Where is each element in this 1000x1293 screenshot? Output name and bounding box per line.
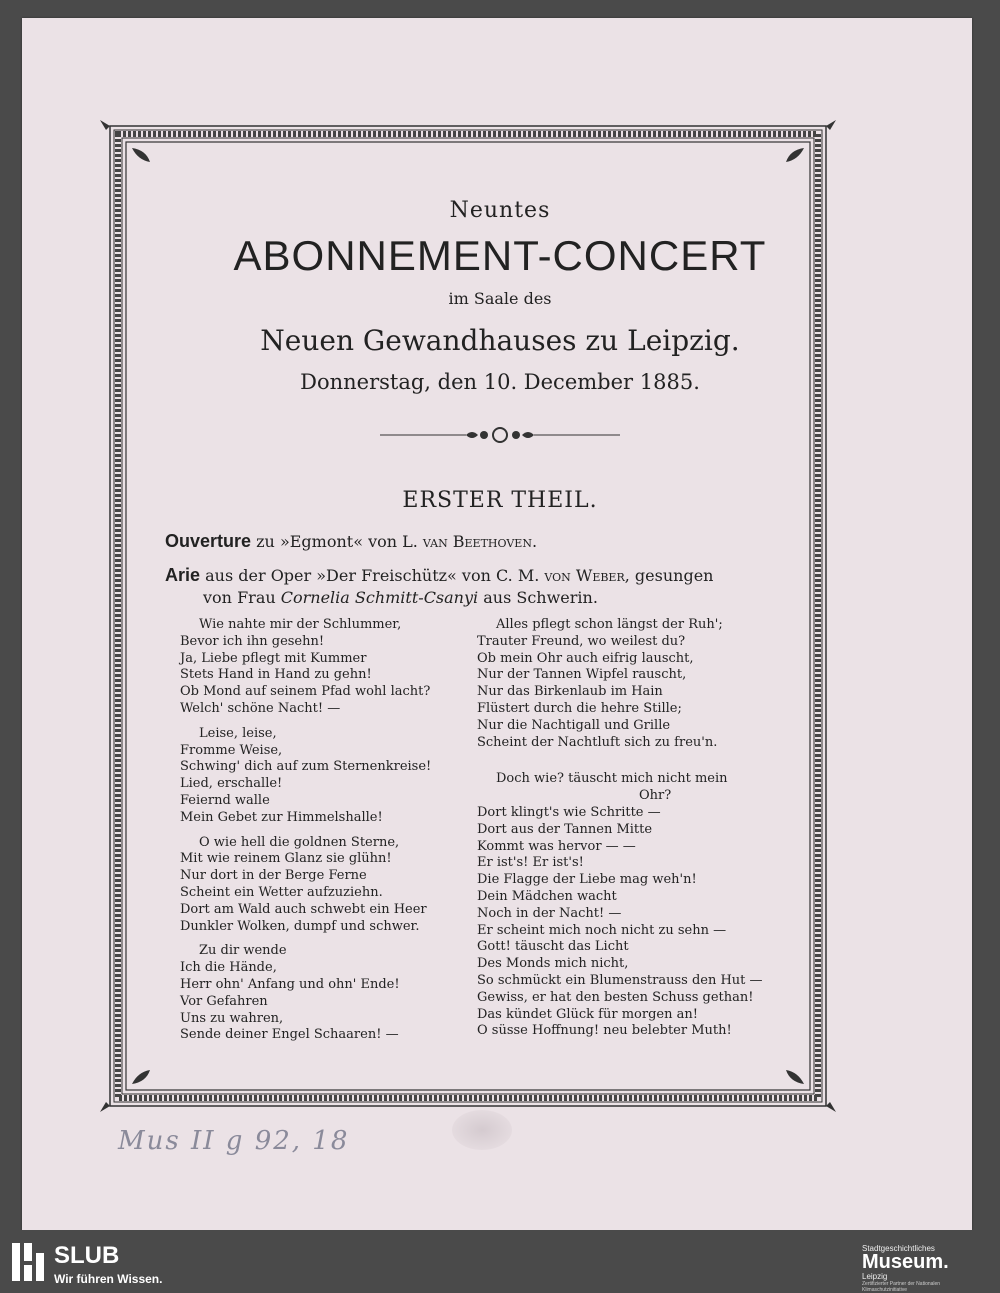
poem-line: Vor Gefahren [180, 993, 268, 1009]
poem-line: Dein Mädchen wacht [477, 888, 617, 904]
poem-line: Ich die Hände, [180, 960, 277, 976]
poem-line: Er scheint mich noch nicht zu sehn — [477, 922, 727, 938]
poem-line: Fromme Weise, [180, 742, 283, 758]
embossed-stamp [452, 1110, 512, 1150]
poem-line: Scheint der Nachtluft sich zu freu'n. [477, 734, 718, 750]
poem-line: O wie hell die goldnen Sterne, [199, 834, 400, 850]
poem-left-column [180, 617, 431, 1044]
poem-line: Welch' schöne Nacht! — [180, 700, 341, 716]
poem-line: Lied, erschalle! [180, 776, 283, 792]
poem-line: Leise, leise, [199, 725, 277, 741]
poem-line: Sende deiner Engel Schaaren! — [180, 1027, 399, 1043]
museum-city: Leipzig [862, 1272, 888, 1281]
poem-line: Flüstert durch die hehre Stille; [477, 700, 682, 716]
poem-line: Die Flagge der Liebe mag weh'n! [477, 872, 697, 888]
poem-right-column [477, 617, 763, 1040]
poem-line: Er ist's! Er ist's! [477, 855, 584, 871]
slub-tagline: Wir führen Wissen. [54, 1272, 163, 1286]
ornament-divider-icon [380, 424, 620, 446]
poem-line: So schmückt ein Blumenstrauss den Hut — [477, 972, 763, 988]
poem-line: Wie nahte mir der Schlummer, [199, 617, 402, 632]
museum-certificate: Zertifizierter Partner der Nationalen Klimaschutzinitiative [862, 1281, 941, 1293]
poem-line: Ohr? [639, 788, 672, 804]
venue-prefix: im Saale des [448, 289, 552, 308]
poem-line: Dort am Wald auch schwebt ein Heer [180, 901, 427, 917]
poem-line: Ob mein Ohr auch eifrig lauscht, [477, 650, 694, 666]
poem-line: Zu dir wende [199, 943, 287, 959]
poem-line: Mein Gebet zur Himmelshalle! [180, 809, 383, 825]
concert-date: Donnerstag, den 10. December 1885. [300, 370, 700, 394]
venue-name: Neuen Gewandhauses zu Leipzig. [260, 324, 740, 357]
poem-line: Noch in der Nacht! — [477, 905, 622, 921]
poem-line: Herr ohn' Anfang und ohn' Ende! [180, 976, 400, 992]
poem-line: Feiernd walle [180, 792, 270, 808]
slub-logo-icon [12, 1243, 46, 1281]
museum-subtitle: Stadtgeschichtliches [862, 1244, 935, 1253]
poem-line: Nur die Nachtigall und Grille [477, 717, 671, 733]
poem-line: Das kündet Glück für morgen an! [477, 1006, 698, 1022]
poem-line: Ob Mond auf seinem Pfad wohl lacht? [180, 684, 431, 700]
program-item-ouverture: Ouverture zu »Egmont« von L. van Beethoven. [165, 531, 538, 551]
poem-line: Stets Hand in Hand zu gehn! [180, 667, 372, 683]
poem-line: Gewiss, er hat den besten Schuss gethan! [477, 989, 754, 1005]
poem-line: Dort klingt's wie Schritte — [477, 804, 661, 820]
section-title: ERSTER THEIL. [402, 488, 598, 513]
poem-line: Doch wie? täuscht mich nicht mein [496, 771, 728, 787]
concert-number: Neuntes [449, 198, 551, 223]
poem-line: Scheint ein Wetter aufzuziehn. [180, 884, 383, 900]
handwritten-shelfmark: Mus II g 92, 18 [118, 1126, 350, 1156]
program-item-arie: Arie aus der Oper »Der Freischütz« von C. M. von Weber, gesungen von Frau Cornelia Schmitt-Csanyi aus Schwerin. [165, 565, 714, 607]
poem-line: O süsse Hoffnung! neu belebter Muth! [477, 1023, 732, 1039]
poem-line: Ja, Liebe pflegt mit Kummer [180, 650, 367, 666]
page-title: ABONNEMENT-CONCERT [233, 232, 767, 279]
poem-line: Dort aus der Tannen Mitte [477, 821, 653, 837]
poem-line: Mit wie reinem Glanz sie glühn! [180, 851, 392, 867]
poem-line: Uns zu wahren, [180, 1010, 284, 1026]
poem-line: Bevor ich ihn gesehn! [180, 633, 325, 649]
poem-line: Nur dort in der Berge Ferne [180, 868, 367, 884]
poem-line: Nur das Birkenlaub im Hain [477, 684, 663, 700]
poem-line: Schwing' dich auf zum Sternenkreise! [180, 759, 432, 775]
poem-line: Gott! täuscht das Licht [477, 939, 629, 955]
slub-name: SLUB [54, 1242, 120, 1269]
poem-line: Kommt was hervor — — [477, 838, 636, 854]
poem-line: Des Monds mich nicht, [477, 956, 629, 972]
poem-line: Alles pflegt schon längst der Ruh'; [496, 617, 723, 632]
museum-name: Museum. [862, 1251, 949, 1273]
poem-line: Nur der Tannen Wipfel rauscht, [477, 667, 687, 683]
poem-line: Trauter Freund, wo weilest du? [477, 633, 686, 649]
poem-line: Dunkler Wolken, dumpf und schwer. [180, 918, 420, 934]
